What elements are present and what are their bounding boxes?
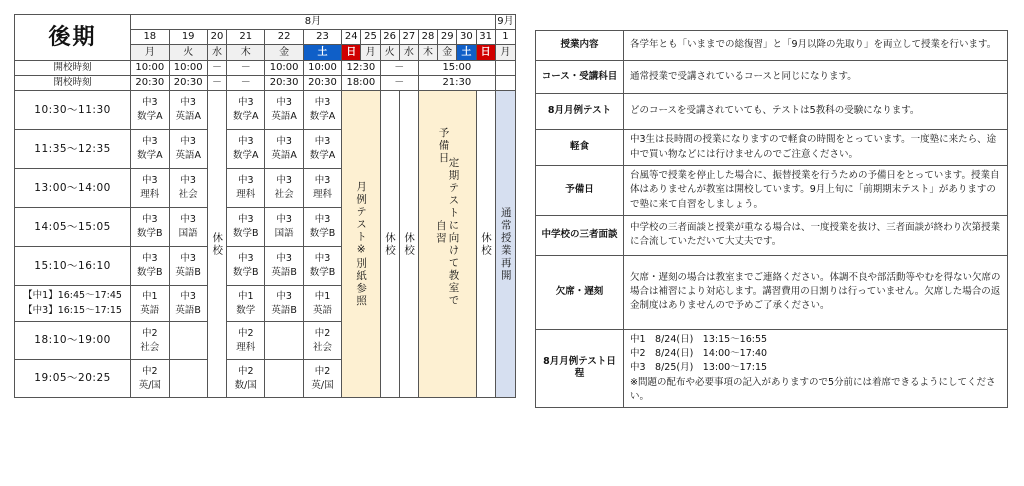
date-cell: 27 [399, 30, 418, 45]
date-cell: 30 [457, 30, 476, 45]
slot-time: 14:05～15:05 [15, 208, 131, 247]
slot-row [15, 91, 516, 130]
note-label: 8月月例テスト [536, 94, 624, 130]
closed-cell [380, 91, 399, 398]
weekday-cell: 水 [207, 45, 226, 61]
class-cell [265, 322, 303, 360]
note-row [536, 329, 1008, 407]
class-cell: 中3 国語 [169, 208, 207, 247]
class-cell: 中3 数学B [303, 208, 341, 247]
class-cell: 中2 社会 [131, 322, 169, 360]
note-row [536, 255, 1008, 329]
open-time-empty [495, 61, 515, 76]
class-cell: 中3 理科 [227, 169, 265, 208]
date-cell: 23 [303, 30, 341, 45]
resume-cell [495, 91, 515, 398]
note-text: どのコースを受講されていても、テストは5教科の受験になります。 [624, 94, 1008, 130]
open-time-cell: 10:00 [169, 61, 207, 76]
note-text: 欠席・遅刻の場合は教室までご連絡ください。体調不良や部活動等やむを得ない欠席の場合は補習により対応します。講習費用の日割りは行っていません。欠席した場合の返金制度はありませんので予めご了承ください。 [624, 255, 1008, 329]
note-text: 各学年とも「いままでの総復習」と「9月以降の先取り」を両立して授業を行います。 [624, 31, 1008, 61]
close-time-cell: 20:30 [303, 76, 341, 91]
class-cell: 中3 数学A [227, 130, 265, 169]
note-label: 予備日 [536, 166, 624, 216]
date-cell: 20 [207, 30, 226, 45]
time-slots [15, 91, 516, 398]
class-cell: 中3 理科 [303, 169, 341, 208]
test-cell-text: 月例テスト※別紙参照 [355, 180, 368, 308]
date-cell: 25 [361, 30, 380, 45]
note-text: 中学校の三者面談と授業が重なる場合は、一度授業を抜け、三者面談が終わり次第授業に合流していただいて大丈夫です。 [624, 215, 1008, 255]
weekday-cell: 木 [227, 45, 265, 61]
date-cell: 29 [438, 30, 457, 45]
class-cell: 中3 数学B [227, 247, 265, 286]
class-cell: 中3 国語 [265, 208, 303, 247]
date-cell: 24 [342, 30, 361, 45]
closed-cell [207, 91, 226, 398]
note-label: 中学校の三者面談 [536, 215, 624, 255]
weekday-cell: 土 [303, 45, 341, 61]
slot-time: 19:05～20:25 [15, 360, 131, 398]
class-cell: 中3 数学A [131, 130, 169, 169]
class-cell: 中3 数学A [227, 91, 265, 130]
open-time-cell: 10:00 [303, 61, 341, 76]
date-cell: 22 [265, 30, 303, 45]
note-label: 軽食 [536, 130, 624, 166]
open-time-row [15, 61, 516, 76]
slot-time: 【中1】16:45～17:45 【中3】16:15～17:15 [15, 286, 131, 322]
class-cell: 中1 英語 [131, 286, 169, 322]
close-time-cell: － [207, 76, 226, 91]
class-cell: 中3 理科 [131, 169, 169, 208]
class-cell: 中3 英語B [265, 247, 303, 286]
schedule-table [14, 14, 516, 398]
date-cell: 31 [476, 30, 495, 45]
weekday-cell: 日 [342, 45, 361, 61]
note-text: 台風等で授業を停止した場合に、振替授業を行うための予備日をとっています。授業自体はありませんが教室は開校しています。9月上旬に「前期期末テスト」がありますので塾に来て自習をしましょう。 [624, 166, 1008, 216]
open-time-cell: 10:00 [131, 61, 169, 76]
closed-cell-text: 休校 [403, 231, 416, 257]
date-cell: 21 [227, 30, 265, 45]
schedule-title: 後期 [15, 15, 131, 61]
open-time-cell: 15:00 [418, 61, 495, 76]
class-cell [265, 360, 303, 398]
slot-time: 13:00～14:00 [15, 169, 131, 208]
note-row [536, 130, 1008, 166]
weekday-cell: 金 [265, 45, 303, 61]
class-cell [169, 322, 207, 360]
close-time-row [15, 76, 516, 91]
weekday-cell: 土 [457, 45, 476, 61]
weekday-cell: 日 [476, 45, 495, 61]
class-cell: 中3 社会 [265, 169, 303, 208]
closed-cell-text: 休校 [211, 231, 224, 257]
close-time-cell: － [380, 76, 418, 91]
closed-cell [476, 91, 495, 398]
class-cell: 中3 社会 [169, 169, 207, 208]
note-label: 8月月例テスト日程 [536, 329, 624, 407]
close-time-cell: 20:30 [265, 76, 303, 91]
closed-cell-text: 休校 [383, 231, 396, 257]
open-time-cell: － [207, 61, 226, 76]
reserve-day-label: 予備日 [437, 127, 450, 165]
note-label: 授業内容 [536, 31, 624, 61]
class-cell: 中3 英語A [265, 91, 303, 130]
close-time-empty [495, 76, 515, 91]
test-cell [342, 91, 380, 398]
note-label: 欠席・遅刻 [536, 255, 624, 329]
note-row [536, 94, 1008, 130]
class-cell: 中1 英語 [303, 286, 341, 322]
open-time-cell: － [380, 61, 418, 76]
reserve-day-note: 定期テストに向けて教室で自習 [434, 157, 460, 307]
class-cell: 中3 数学A [131, 91, 169, 130]
slot-time: 15:10～16:10 [15, 247, 131, 286]
class-cell: 中3 英語A [265, 130, 303, 169]
class-cell: 中3 数学A [303, 91, 341, 130]
class-cell: 中3 英語A [169, 91, 207, 130]
open-time-cell: 12:30 [342, 61, 380, 76]
date-cell: 26 [380, 30, 399, 45]
notes-table [535, 30, 1008, 408]
note-text: 中1 8/24(日) 13:15～16:55 中2 8/24(日) 14:00～17:40 中3 8/25(月) 13:00～17:15 ※問題の配布や必要事項の記入がありますので5分前には着席できるようにしてください。 [624, 329, 1008, 407]
note-row [536, 215, 1008, 255]
class-cell: 中2 社会 [303, 322, 341, 360]
class-cell: 中3 数学B [131, 247, 169, 286]
close-time-cell: 21:30 [418, 76, 495, 91]
slot-time: 11:35～12:35 [15, 130, 131, 169]
close-time-cell: 20:30 [169, 76, 207, 91]
class-cell: 中3 数学B [227, 208, 265, 247]
weekday-cell: 火 [380, 45, 399, 61]
date-cell: 28 [418, 30, 437, 45]
class-cell: 中2 英/国 [131, 360, 169, 398]
class-cell: 中3 数学B [303, 247, 341, 286]
weekday-cell: 金 [438, 45, 457, 61]
weekday-cell: 月 [361, 45, 380, 61]
closed-cell-text: 休校 [479, 231, 492, 257]
close-time-cell: － [227, 76, 265, 91]
note-text: 通常授業で受講されているコースと同じになります。 [624, 61, 1008, 94]
close-time-label: 閉校時刻 [15, 76, 131, 91]
note-text: 中3生は長時間の授業になりますので軽食の時間をとっています。一度塾に来たら、途中で買い物などには行けませんのでご注意ください。 [624, 130, 1008, 166]
month-august: 8月 [131, 15, 496, 30]
class-cell: 中2 数/国 [227, 360, 265, 398]
weekday-cell: 木 [418, 45, 437, 61]
class-cell: 中3 数学B [131, 208, 169, 247]
class-cell: 中3 数学A [303, 130, 341, 169]
slot-time: 18:10～19:00 [15, 322, 131, 360]
resume-cell-text: 通常授業再開 [499, 206, 512, 282]
weekday-cell: 月 [495, 45, 515, 61]
open-time-label: 開校時刻 [15, 61, 131, 76]
open-time-cell: － [227, 61, 265, 76]
date-cell: 19 [169, 30, 207, 45]
note-label: コース・受講科目 [536, 61, 624, 94]
class-cell: 中1 数学 [227, 286, 265, 322]
weekday-cell: 月 [131, 45, 169, 61]
date-cell: 18 [131, 30, 169, 45]
note-row [536, 61, 1008, 94]
class-cell: 中2 英/国 [303, 360, 341, 398]
weekday-cell: 火 [169, 45, 207, 61]
month-september: 9月 [495, 15, 515, 30]
closed-cell [399, 91, 418, 398]
class-cell: 中3 英語B [169, 247, 207, 286]
class-cell: 中3 英語A [169, 130, 207, 169]
class-cell: 中3 英語B [169, 286, 207, 322]
close-time-cell: 20:30 [131, 76, 169, 91]
slot-time: 10:30～11:30 [15, 91, 131, 130]
reserve-day-cell [418, 91, 476, 398]
class-cell: 中2 理科 [227, 322, 265, 360]
weekday-cell: 水 [399, 45, 418, 61]
note-row [536, 31, 1008, 61]
close-time-cell: 18:00 [342, 76, 380, 91]
class-cell [169, 360, 207, 398]
note-row [536, 166, 1008, 216]
date-cell: 1 [495, 30, 515, 45]
open-time-cell: 10:00 [265, 61, 303, 76]
class-cell: 中3 英語B [265, 286, 303, 322]
